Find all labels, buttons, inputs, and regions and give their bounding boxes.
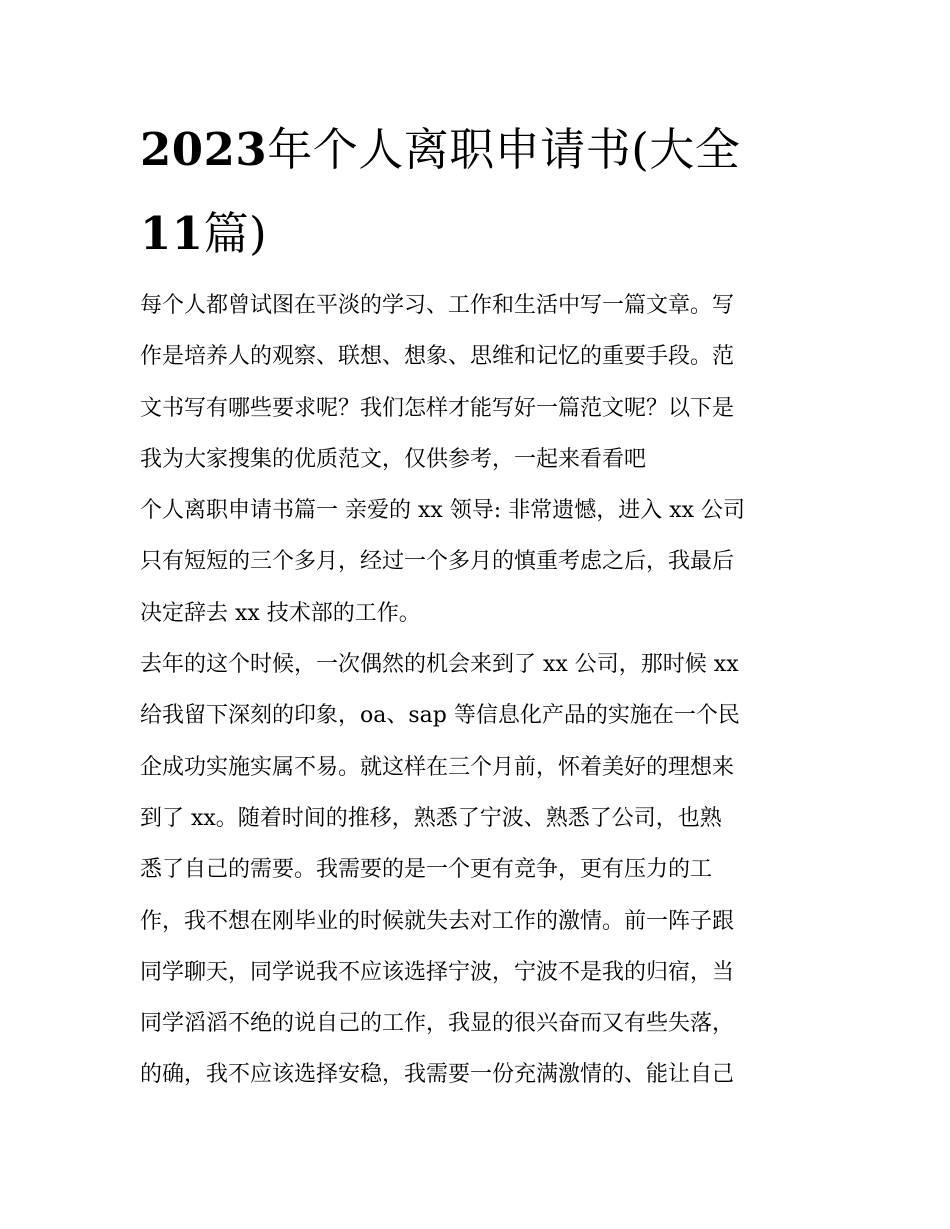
text-line: 企成功实施实属不易。就这样在三个月前，怀着美好的理想来 xyxy=(140,754,735,780)
letter-opening-paragraph xyxy=(140,485,812,639)
text-line: 去年的这个时候，一次偶然的机会来到了 xx 公司，那时候 xx xyxy=(140,652,739,678)
text-line: 同学聊天，同学说我不应该选择宁波，宁波不是我的归宿，当 xyxy=(140,959,735,985)
text-line: 的确，我不应该选择安稳，我需要一份充满激情的、能让自己 xyxy=(140,1062,735,1088)
text-line: 给我留下深刻的印象，oa、sap 等信息化产品的实施在一个民 xyxy=(140,703,740,729)
title-text-line-1: 年个人离职申请书(大全 xyxy=(267,123,741,176)
title-text-line-2: 篇) xyxy=(203,207,268,260)
title-count: 11 xyxy=(140,207,204,260)
text-line: 只有短短的三个多月，经过一个多月的慎重考虑之后，我最后 xyxy=(140,549,735,575)
document-title xyxy=(140,108,830,276)
text-line: 每个人都曾试图在平淡的学习、工作和生活中写一篇文章。写 xyxy=(140,293,735,318)
text-line: 决定辞去 xx 技术部的工作。 xyxy=(140,600,421,626)
letter-body-paragraph xyxy=(140,639,812,1101)
text-line: 到了 xx。随着时间的推移，熟悉了宁波、熟悉了公司，也熟 xyxy=(140,805,722,831)
text-line: 我为大家搜集的优质范文，仅供参考，一起来看看吧 xyxy=(140,446,647,472)
text-line: 个人离职申请书篇一 亲爱的 xx 领导: 非常遗憾，进入 xx 公司 xyxy=(140,498,746,524)
intro-paragraph xyxy=(140,280,812,485)
text-line: 作是培养人的观察、联想、想象、思维和记忆的重要手段。范 xyxy=(140,344,735,370)
text-line: 悉了自己的需要。我需要的是一个更有竞争，更有压力的工 xyxy=(140,857,713,883)
title-year: 2023 xyxy=(140,123,268,176)
document-body xyxy=(140,280,812,1101)
text-line: 文书写有哪些要求呢？我们怎样才能写好一篇范文呢？以下是 xyxy=(140,395,735,421)
text-line: 作，我不想在刚毕业的时候就失去对工作的激情。前一阵子跟 xyxy=(140,908,735,934)
text-line: 同学滔滔不绝的说自己的工作，我显的很兴奋而又有些失落， xyxy=(140,1011,735,1037)
